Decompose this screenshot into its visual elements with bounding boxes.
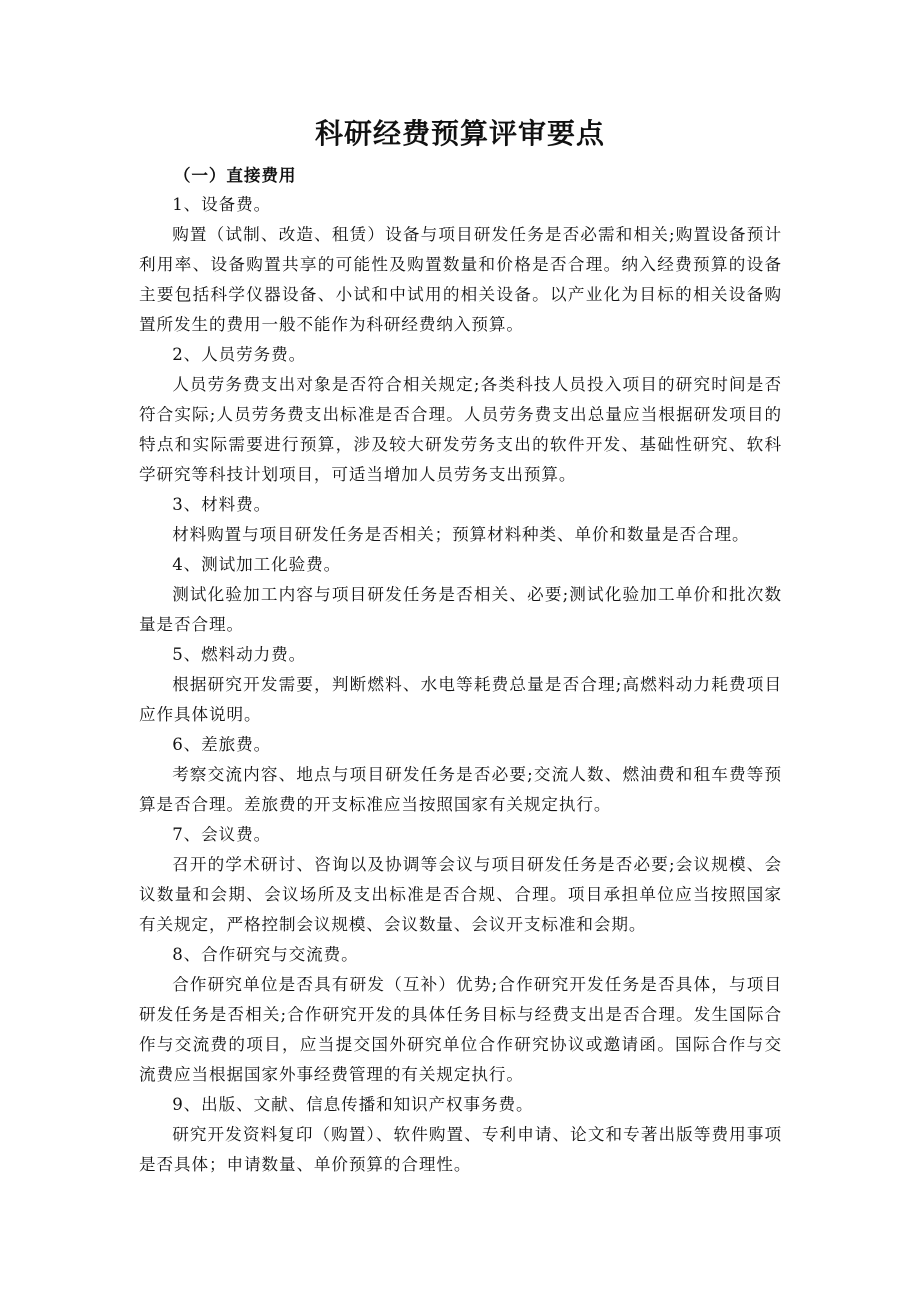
item-heading-labor: 2、人员劳务费。 [172,345,307,364]
item-heading-materials: 3、材料费。 [172,495,272,514]
item-body-cooperation: 合作研究单位是否具有研发（互补）优势;合作研究开发任务是否具体，与项目研发任务是否相关;合作研究开发的具体任务目标与经费支出是否合理。发生国际合作与交流费的项目，应当提交国外研究单位合作研究协议或邀请函。国际合作与交流费应当根据国家外事经费管理的有关规定执行。 [139,975,782,1084]
item-heading-publication: 9、出版、文献、信息传播和知识产权事务费。 [172,1095,534,1114]
item-heading-equipment: 1、设备费。 [172,195,272,214]
item-body-travel: 考察交流内容、地点与项目研发任务是否必要;交流人数、燃油费和租车费等预算是否合理。差旅费的开支标准应当按照国家有关规定执行。 [139,765,782,814]
item-heading-testing: 4、测试加工化验费。 [172,555,342,574]
item-body-equipment: 购置（试制、改造、租赁）设备与项目研发任务是否必需和相关;购置设备预计利用率、设备购置共享的可能性及购置数量和价格是否合理。纳入经费预算的设备主要包括科学仪器设备、小试和中试用的相关设备。以产业化为目标的相关设备购置所发生的费用一般不能作为科研经费纳入预算。 [139,225,782,334]
item-heading-fuel-power: 5、燃料动力费。 [172,645,307,664]
item-body-publication: 研究开发资料复印（购置）、软件购置、专利申请、论文和专著出版等费用事项是否具体；申请数量、单价预算的合理性。 [139,1125,782,1174]
document-body [139,160,782,1180]
item-body-testing: 测试化验加工内容与项目研发任务是否相关、必要;测试化验加工单价和批次数量是否合理。 [139,585,782,634]
page-title: 科研经费预算评审要点 [314,117,605,150]
item-heading-travel: 6、差旅费。 [172,735,272,754]
item-heading-cooperation: 8、合作研究与交流费。 [172,945,359,964]
item-body-materials: 材料购置与项目研发任务是否相关；预算材料种类、单价和数量是否合理。 [172,525,750,544]
item-body-meeting: 召开的学术研讨、咨询以及协调等会议与项目研发任务是否必要;会议规模、会议数量和会期、会议场所及支出标准是否合规、合理。项目承担单位应当按照国家有关规定，严格控制会议规模、会议数量、会议开支标准和会期。 [139,855,782,934]
item-body-fuel-power: 根据研究开发需要，判断燃料、水电等耗费总量是否合理;高燃料动力耗费项目应作具体说明。 [139,675,782,724]
item-heading-meeting: 7、会议费。 [172,825,272,844]
section-heading: （一）直接费用 [173,165,297,185]
item-body-labor: 人员劳务费支出对象是否符合相关规定;各类科技人员投入项目的研究时间是否符合实际;人员劳务费支出标准是否合理。人员劳务费支出总量应当根据研发项目的特点和实际需要进行预算，涉及较大研发劳务支出的软件开发、基础性研究、软科学研究等科技计划项目，可适当增加人员劳务支出预算。 [139,375,782,484]
